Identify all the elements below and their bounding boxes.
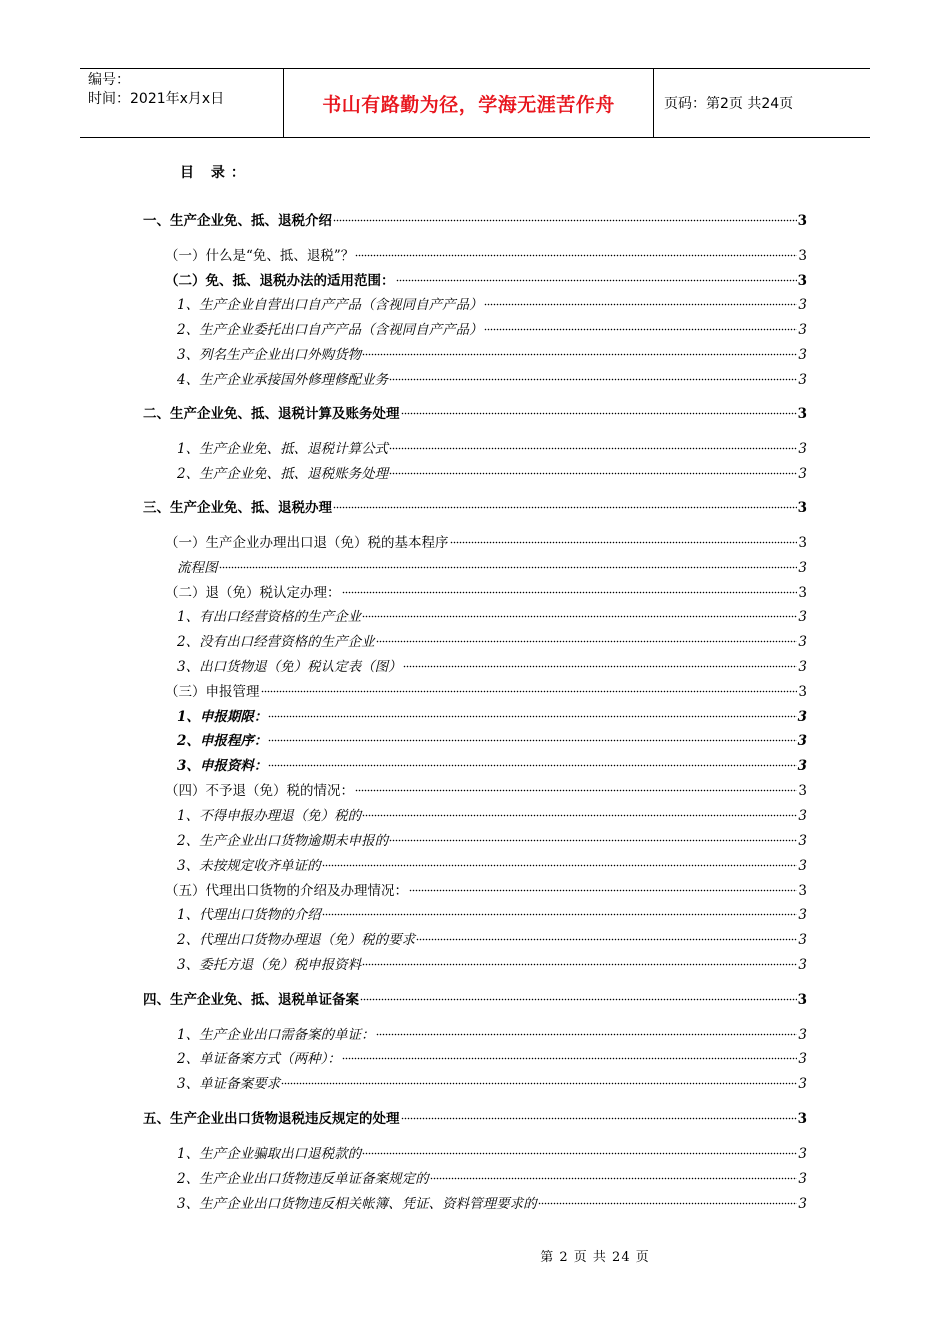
toc-entry[interactable]: 五、生产企业出口货物退税违反规定的处理 3	[143, 1103, 807, 1123]
toc-entry[interactable]: 1、不得申报办理退（免）税的 3	[177, 800, 807, 820]
toc-entry[interactable]: （四）不予退（免）税的情况： 3	[165, 775, 807, 795]
toc-entry[interactable]: 1、有出口经营资格的生产企业 3	[177, 601, 807, 621]
toc-entry[interactable]: 3、申报资料： 3	[177, 750, 807, 770]
toc-entry[interactable]: 2、生产企业免、抵、退税账务处理 3	[177, 458, 807, 478]
footer-page-number: 第 2 页 共 24 页	[540, 1250, 650, 1265]
toc-entry[interactable]: （二）退（免）税认定办理： 3	[165, 577, 807, 597]
toc-entry[interactable]: 1、代理出口货物的介绍 3	[177, 899, 807, 919]
page-header	[80, 68, 870, 138]
toc-entry[interactable]: 1、生产企业出口需备案的单证： 3	[177, 1019, 807, 1039]
toc-entry[interactable]: 1、申报期限： 3	[177, 701, 807, 721]
toc-entry[interactable]: 2、生产企业出口货物逾期未申报的 3	[177, 825, 807, 845]
toc-entry[interactable]: 四、生产企业免、抵、退税单证备案 3	[143, 984, 807, 1004]
toc-entry[interactable]: 2、申报程序： 3	[177, 725, 807, 745]
toc-entry[interactable]: 3、未按规定收齐单证的 3	[177, 850, 807, 870]
toc-entry[interactable]: 一、生产企业免、抵、退税介绍 3	[143, 205, 807, 225]
toc-entry[interactable]: 2、没有出口经营资格的生产企业 3	[177, 626, 807, 646]
header-right-cell	[654, 69, 870, 137]
toc-entry[interactable]: 3、委托方退（免）税申报资料 3	[177, 949, 807, 969]
toc-entry[interactable]: 2、生产企业委托出口自产产品（含视同自产产品） 3	[177, 314, 807, 334]
toc-entry[interactable]: 2、单证备案方式（两种）： 3	[177, 1043, 807, 1063]
toc-entry[interactable]: 流程图 3	[177, 552, 807, 572]
toc-entry[interactable]: 2、代理出口货物办理退（免）税的要求 3	[177, 924, 807, 944]
toc-entry[interactable]: 1、生产企业自营出口自产产品（含视同自产产品） 3	[177, 289, 807, 309]
toc-entry[interactable]: （二）免、抵、退税办法的适用范围： 3	[165, 265, 807, 285]
toc-entry[interactable]: 三、生产企业免、抵、退税办理 3	[143, 492, 807, 512]
time-label: 时间：2021年x月x日	[88, 91, 225, 107]
header-left-cell	[80, 69, 283, 137]
toc-entry[interactable]: （五）代理出口货物的介绍及办理情况： 3	[165, 875, 807, 895]
page-footer	[0, 1246, 950, 1265]
toc-entry[interactable]: 3、生产企业出口货物违反相关帐簿、凭证、资料管理要求的 3	[177, 1188, 807, 1208]
toc-entry[interactable]: 4、生产企业承接国外修理修配业务 3	[177, 364, 807, 384]
toc-entry[interactable]: 二、生产企业免、抵、退税计算及账务处理 3	[143, 398, 807, 418]
motto-text: 书山有路勤为径，学海无涯苦作舟	[322, 93, 615, 116]
toc-entry[interactable]: 2、生产企业出口货物违反单证备案规定的 3	[177, 1163, 807, 1183]
toc-entry[interactable]: （一）什么是“免、抵、退税”？ 3	[165, 240, 807, 260]
number-label: 编号：	[88, 72, 130, 88]
toc-entry[interactable]: 1、生产企业免、抵、退税计算公式 3	[177, 433, 807, 453]
page-info: 页码：第2页 共24页	[664, 96, 794, 112]
toc-entry[interactable]: 1、生产企业骗取出口退税款的 3	[177, 1138, 807, 1158]
toc-entry[interactable]: 3、列名生产企业出口外购货物 3	[177, 339, 807, 359]
header-motto-cell	[283, 69, 654, 137]
toc-entry[interactable]: （三）申报管理 3	[165, 676, 807, 696]
toc-entry[interactable]: 3、单证备案要求 3	[177, 1068, 807, 1088]
toc-entry[interactable]: 3、出口货物退（免）税认定表（图） 3	[177, 651, 807, 671]
toc-title: 目 录：	[180, 165, 251, 181]
toc-entry[interactable]: （一）生产企业办理出口退（免）税的基本程序 3	[165, 527, 807, 547]
